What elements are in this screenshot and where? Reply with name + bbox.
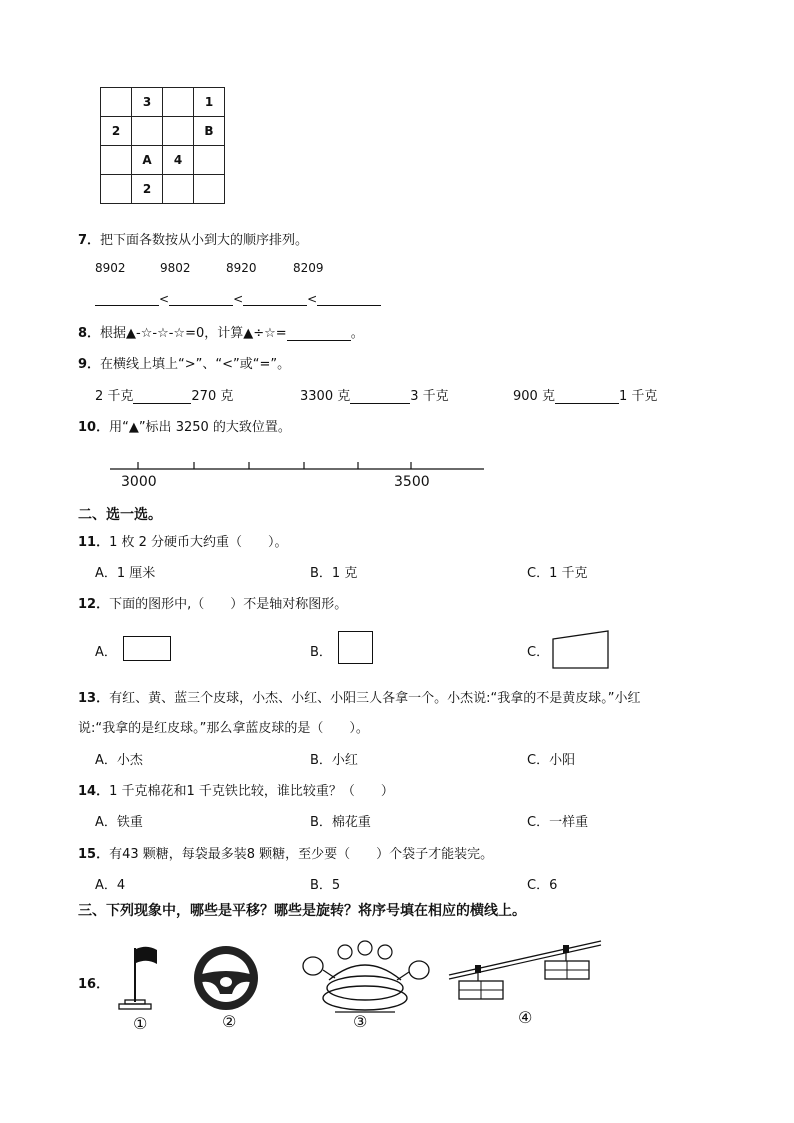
question-13-line-2: 说:“我拿的是红皮球。”那么拿蓝皮球的是（ ）。: [78, 721, 369, 736]
q9-right: 3 千克: [410, 389, 449, 404]
question-text-end: 。: [350, 326, 364, 341]
option-a[interactable]: A．1 厘米: [95, 566, 156, 581]
question-number: 8．: [78, 326, 101, 341]
q9-left: 900 克: [513, 389, 555, 404]
question-number: 13．: [78, 691, 110, 706]
less-than-sign: <: [233, 292, 244, 306]
question-number: 10．: [78, 420, 110, 435]
q7-number: 8920: [226, 261, 257, 275]
q7-number: 8902: [95, 261, 126, 275]
option-c[interactable]: C．一样重: [527, 815, 589, 830]
option-c[interactable]: C．: [527, 645, 550, 660]
option-a[interactable]: A．铁重: [95, 815, 143, 830]
question-text: 1 枚 2 分硬币大约重（ ）。: [109, 535, 288, 550]
q9-left: 3300 克: [300, 389, 351, 404]
question-text: 用“▲”标出 3250 的大致位置。: [109, 420, 291, 435]
picture-label-1: ①: [133, 1014, 148, 1033]
less-than-sign: <: [307, 292, 318, 306]
question-text: 有红、黄、蓝三个皮球，小杰、小红、小阳三人各拿一个。小杰说:“我拿的不是黄皮球。”小红: [109, 691, 641, 706]
merry-go-round-icon: [295, 940, 435, 1020]
question-15: [78, 843, 493, 862]
option-b[interactable]: B．5: [310, 878, 341, 893]
grid-cell: A: [132, 146, 163, 175]
picture-label-4: ④: [518, 1008, 533, 1027]
q9-left: 2 千克: [95, 389, 134, 404]
cable-car-icon: [445, 935, 605, 1010]
grid-cell: 3: [132, 88, 163, 117]
section-2-title: 二、选一选。: [78, 507, 162, 523]
question-16: [78, 973, 109, 992]
question-number: 11．: [78, 535, 110, 550]
picture-label-2: ②: [222, 1012, 237, 1031]
grid-cell: 1: [194, 88, 225, 117]
option-b[interactable]: B．棉花重: [310, 815, 371, 830]
q7-number: 8209: [293, 261, 324, 275]
option-b[interactable]: B．1 克: [310, 566, 358, 581]
grid-cell: B: [194, 117, 225, 146]
section-3-title: 三、下列现象中，哪些是平移？哪些是旋转？将序号填在相应的横线上。: [78, 903, 526, 919]
steering-wheel-icon: [192, 944, 262, 1014]
option-a[interactable]: A．4: [95, 878, 126, 893]
option-c[interactable]: C．1 千克: [527, 566, 588, 581]
number-line-end-label: 3500: [394, 474, 430, 490]
question-text: 有43 颗糖，每袋最多装8 颗糖，至少要（ ）个袋子才能装完。: [109, 847, 494, 862]
less-than-sign: <: [159, 292, 170, 306]
option-a[interactable]: A．: [95, 645, 117, 660]
q9-right: 1 千克: [618, 389, 658, 404]
option-b[interactable]: B．小红: [310, 753, 358, 768]
question-number: 14．: [78, 784, 110, 799]
question-text: 根据▲-☆-☆-☆=0，计算▲÷☆=: [100, 326, 287, 341]
picture-label-3: ③: [353, 1012, 368, 1031]
question-number: 15．: [78, 847, 110, 862]
q9-right: 270 克: [191, 389, 234, 404]
option-c[interactable]: C．小阳: [527, 753, 576, 768]
grid-cell: 2: [132, 175, 163, 204]
question-number: 16．: [78, 977, 110, 992]
option-b[interactable]: B．: [310, 645, 332, 660]
question-number: 12．: [78, 597, 110, 612]
question-text: 把下面各数按从小到大的顺序排列。: [100, 233, 309, 248]
question-14: [78, 780, 394, 799]
question-text: 下面的图形中,（ ）不是轴对称图形。: [109, 597, 348, 612]
question-text: 1 千克棉花和1 千克铁比较，谁比较重？（ ）: [109, 784, 394, 799]
number-line-start-label: 3000: [121, 474, 157, 490]
option-a[interactable]: A．小杰: [95, 753, 143, 768]
q7-number: 9802: [160, 261, 191, 275]
option-c[interactable]: C．6: [527, 878, 558, 893]
flag-raising-icon: [115, 940, 175, 1015]
question-13: [78, 687, 640, 706]
grid-cell: 4: [163, 146, 194, 175]
question-text: 在横线上填上“>”、“<”或“=”。: [100, 357, 291, 372]
question-number: 7．: [78, 233, 101, 248]
grid-cell: 2: [101, 117, 132, 146]
question-number: 9．: [78, 357, 101, 372]
